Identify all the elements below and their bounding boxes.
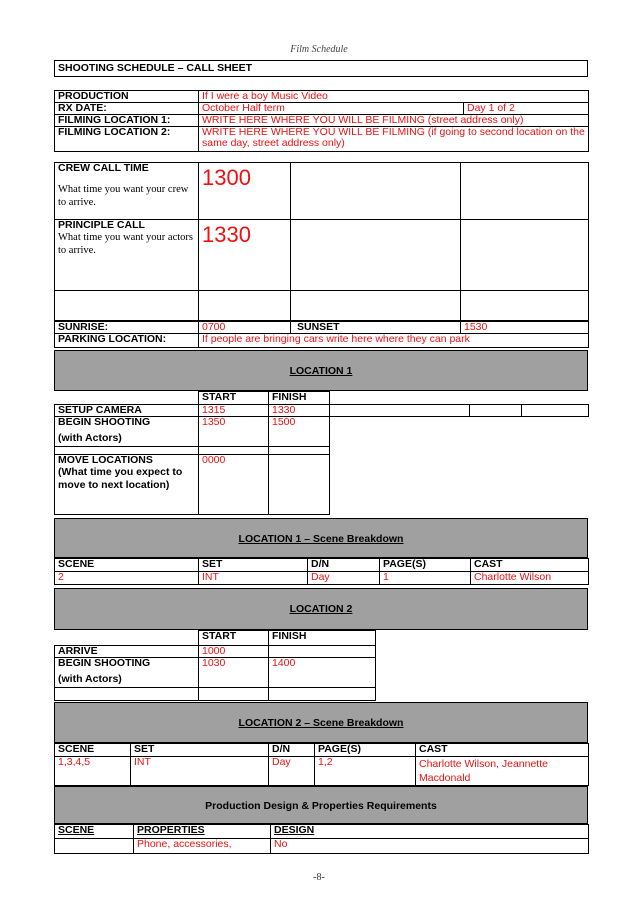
- b1-set-header: SET: [199, 559, 308, 572]
- loc2-begin-finish: 1400: [269, 658, 376, 688]
- loc1-begin-label: BEGIN SHOOTING: [58, 416, 151, 428]
- location2-value: WRITE HERE WHERE YOU WILL BE FILMING (if going to second location on the same day, street address only): [199, 127, 589, 152]
- b2-cast: Charlotte Wilson, Jeannette Macdonald: [416, 757, 589, 786]
- loc1-begin-finish: 1500: [269, 417, 330, 447]
- crew-call-time: 1300: [202, 165, 251, 190]
- loc2-begin-start: 1030: [199, 658, 269, 688]
- design-props-value: Phone, accessories,: [134, 839, 271, 854]
- move-locations-sub: (What time you expect to move to next location): [58, 466, 183, 491]
- b2-set-header: SET: [131, 744, 269, 757]
- parking-label: PARKING LOCATION:: [55, 334, 199, 348]
- b1-scene: 2: [55, 572, 199, 585]
- breakdown1-table: [54, 558, 589, 585]
- arrive-label: ARRIVE: [55, 646, 199, 658]
- breakdown1-band: [54, 518, 588, 558]
- design-props-header: PROPERTIES: [134, 825, 271, 839]
- setup-camera-finish: 1330: [269, 405, 330, 417]
- crew-call-blank-2: [461, 163, 589, 220]
- setup-camera-start: 1315: [199, 405, 269, 417]
- rx-date-value: October Half term: [199, 103, 464, 115]
- location1-heading: LOCATION 1: [289, 365, 353, 377]
- design-band: [54, 786, 588, 824]
- loc2-begin-cell: [55, 658, 199, 688]
- sunrise-label: SUNRISE:: [55, 322, 199, 334]
- location1-label: FILMING LOCATION 1:: [55, 115, 199, 127]
- b2-set: INT: [131, 757, 269, 786]
- location2-label: FILMING LOCATION 2:: [55, 127, 199, 152]
- move-locations-start: 0000: [199, 455, 269, 515]
- loc1-start-header: START: [199, 392, 269, 405]
- crew-call-blank: [291, 163, 461, 220]
- b2-cast-header: CAST: [416, 744, 589, 757]
- b1-pages: 1: [380, 572, 471, 585]
- b2-scene: 1,3,4,5: [55, 757, 131, 786]
- design-heading: Production Design & Properties Requirements: [205, 800, 437, 812]
- b1-cast: Charlotte Wilson: [471, 572, 589, 585]
- arrive-start: 1000: [199, 646, 269, 658]
- location2-times-table: [54, 630, 376, 701]
- sunset-label: SUNSET: [291, 322, 461, 334]
- loc2-begin-sub: (with Actors): [58, 673, 122, 685]
- crew-call-label: CREW CALL TIME: [58, 162, 149, 174]
- b1-pages-header: PAGE(S): [380, 559, 471, 572]
- rx-date-label: RX DATE:: [55, 103, 199, 115]
- info-table: [54, 90, 589, 152]
- breakdown1-heading: LOCATION 1 – Scene Breakdown: [238, 533, 404, 545]
- location2-band: [54, 588, 588, 630]
- location1-value: WRITE HERE WHERE YOU WILL BE FILMING (street address only): [199, 115, 589, 127]
- principle-call-note: What time you want your actors to arrive.: [58, 232, 194, 256]
- move-locations-label: MOVE LOCATIONS: [58, 454, 153, 466]
- crew-call-note: What time you want your crew to arrive.: [58, 184, 189, 208]
- parking-value: If people are bringing cars write here where they can park: [199, 334, 589, 348]
- loc1-finish-header: FINISH: [269, 392, 330, 405]
- location1-band: [54, 350, 588, 391]
- sunrise-value: 0700: [199, 322, 291, 334]
- sun-table: [54, 321, 589, 348]
- b2-dn-header: D/N: [269, 744, 315, 757]
- loc1-begin-sub: (with Actors): [58, 432, 122, 444]
- b2-dn: Day: [269, 757, 315, 786]
- production-value: If I were a boy Music Video: [199, 91, 589, 103]
- call-times-table: [54, 162, 589, 321]
- loc1-begin-start: 1350: [199, 417, 269, 447]
- design-design-header: DESIGN: [271, 825, 589, 839]
- design-table: [54, 824, 589, 854]
- setup-camera-label: SETUP CAMERA: [55, 405, 199, 417]
- design-design-value: No: [271, 839, 589, 854]
- b1-set: INT: [199, 572, 308, 585]
- principle-call-label: PRINCIPLE CALL: [58, 219, 145, 231]
- b2-pages-header: PAGE(S): [315, 744, 416, 757]
- breakdown2-heading: LOCATION 2 – Scene Breakdown: [238, 717, 404, 729]
- principle-call-blank-2: [461, 220, 589, 291]
- sheet-title: SHOOTING SCHEDULE – CALL SHEET: [54, 60, 588, 77]
- design-scene-header: SCENE: [55, 825, 134, 839]
- production-label: PRODUCTION: [55, 91, 199, 103]
- b2-pages: 1,2: [315, 757, 416, 786]
- b1-cast-header: CAST: [471, 559, 589, 572]
- location2-heading: LOCATION 2: [289, 603, 353, 615]
- running-header: Film Schedule: [290, 44, 348, 55]
- breakdown2-table: [54, 743, 589, 786]
- sunset-value: 1530: [461, 322, 589, 334]
- principle-call-time: 1330: [202, 222, 251, 247]
- location1-times-table: [54, 391, 589, 515]
- principle-call-cell: [55, 220, 199, 291]
- move-locations-cell: [55, 455, 199, 515]
- principle-call-blank: [291, 220, 461, 291]
- breakdown2-band: [54, 702, 588, 743]
- b1-dn-header: D/N: [308, 559, 380, 572]
- page-number: -8-: [313, 872, 325, 883]
- b1-dn: Day: [308, 572, 380, 585]
- day-value: Day 1 of 2: [464, 103, 589, 115]
- loc2-finish-header: FINISH: [269, 631, 376, 646]
- loc2-start-header: START: [199, 631, 269, 646]
- b1-scene-header: SCENE: [55, 559, 199, 572]
- loc2-begin-label: BEGIN SHOOTING: [58, 657, 151, 669]
- b2-scene-header: SCENE: [55, 744, 131, 757]
- loc1-begin-cell: [55, 417, 199, 447]
- crew-call-cell: [55, 163, 199, 220]
